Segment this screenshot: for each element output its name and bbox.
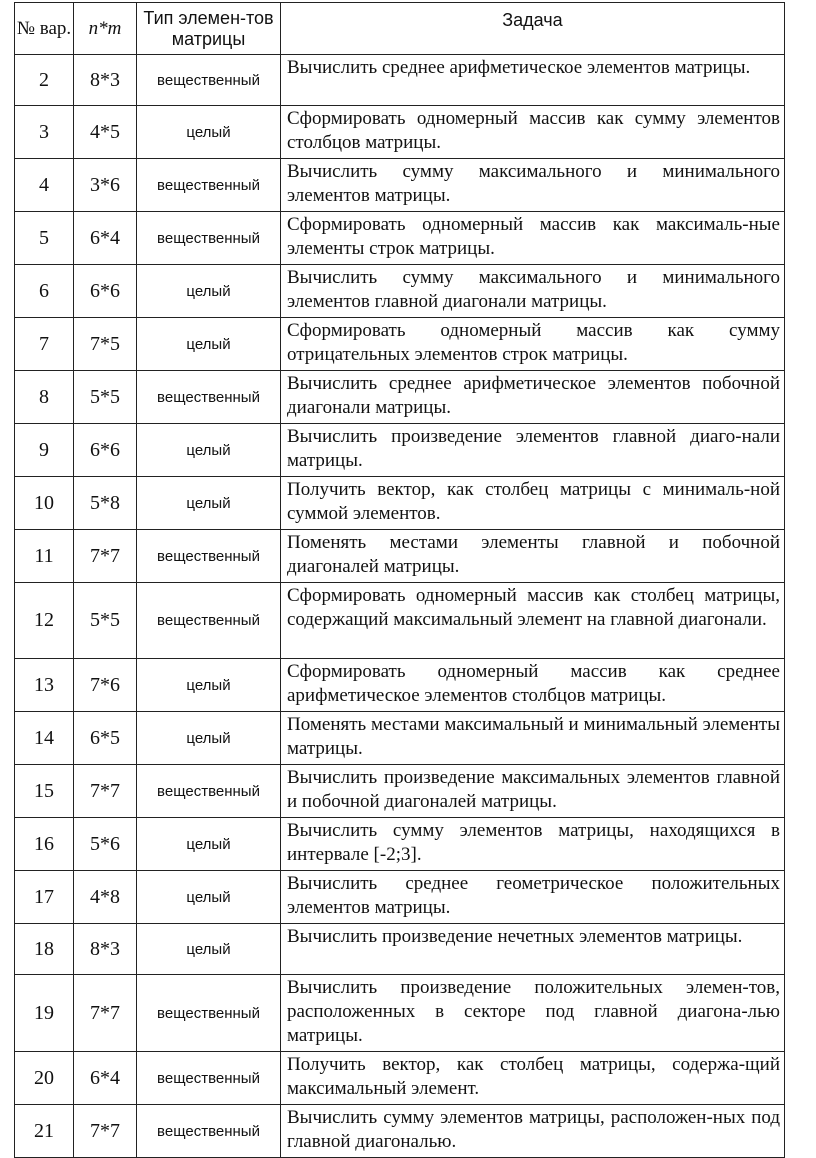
dimensions-cell: 7*7 [74, 765, 137, 818]
element-type-cell: целый [137, 871, 281, 924]
element-type-cell: вещественный [137, 1105, 281, 1158]
element-type-cell: вещественный [137, 212, 281, 265]
table-row [15, 55, 785, 106]
element-type-cell: вещественный [137, 55, 281, 106]
table-row [15, 371, 785, 424]
dimensions-cell: 6*5 [74, 712, 137, 765]
element-type-cell: целый [137, 712, 281, 765]
task-cell: Получить вектор, как столбец матрицы с минималь-ной суммой элементов. [281, 477, 785, 530]
task-cell: Вычислить среднее арифметическое элементов побочной диагонали матрицы. [281, 371, 785, 424]
dimensions-cell: 6*4 [74, 212, 137, 265]
task-cell: Вычислить произведение максимальных элементов главной и побочной диагоналей матрицы. [281, 765, 785, 818]
dimensions-cell: 5*6 [74, 818, 137, 871]
variant-number-cell: 16 [15, 818, 74, 871]
variant-number-cell: 15 [15, 765, 74, 818]
variant-number-cell: 20 [15, 1052, 74, 1105]
table-body [15, 55, 785, 1158]
variant-number-cell: 21 [15, 1105, 74, 1158]
dimensions-cell: 7*7 [74, 1105, 137, 1158]
element-type-cell: вещественный [137, 1052, 281, 1105]
element-type-cell: вещественный [137, 159, 281, 212]
element-type-cell: вещественный [137, 765, 281, 818]
variant-number-cell: 6 [15, 265, 74, 318]
variant-number-cell: 3 [15, 106, 74, 159]
dimensions-cell: 5*5 [74, 371, 137, 424]
variant-number-cell: 8 [15, 371, 74, 424]
variant-number-cell: 10 [15, 477, 74, 530]
task-cell: Поменять местами элементы главной и побочной диагоналей матрицы. [281, 530, 785, 583]
element-type-cell: целый [137, 924, 281, 975]
element-type-cell: вещественный [137, 371, 281, 424]
table-row [15, 765, 785, 818]
dimensions-cell: 7*6 [74, 659, 137, 712]
dimensions-cell: 3*6 [74, 159, 137, 212]
variant-number-cell: 5 [15, 212, 74, 265]
task-cell: Сформировать одномерный массив как сумму элементов столбцов матрицы. [281, 106, 785, 159]
dimensions-cell: 4*5 [74, 106, 137, 159]
variants-table [14, 2, 785, 1158]
dimensions-cell: 7*7 [74, 530, 137, 583]
task-cell: Вычислить сумму максимального и минимального элементов матрицы. [281, 159, 785, 212]
task-cell: Вычислить сумму максимального и минимального элементов главной диагонали матрицы. [281, 265, 785, 318]
variant-number-cell: 9 [15, 424, 74, 477]
table-row [15, 712, 785, 765]
task-cell: Поменять местами максимальный и минимальный элементы матрицы. [281, 712, 785, 765]
header-variant-number: № вар. [15, 3, 74, 55]
variant-number-cell: 2 [15, 55, 74, 106]
variant-number-cell: 12 [15, 583, 74, 659]
element-type-cell: вещественный [137, 975, 281, 1052]
dimensions-cell: 4*8 [74, 871, 137, 924]
variant-number-cell: 11 [15, 530, 74, 583]
element-type-cell: вещественный [137, 530, 281, 583]
variant-number-cell: 17 [15, 871, 74, 924]
element-type-cell: целый [137, 818, 281, 871]
task-cell: Сформировать одномерный массив как столбец матрицы, содержащий максимальный элемент на главной диагонали. [281, 583, 785, 659]
variant-number-cell: 19 [15, 975, 74, 1052]
dimensions-cell: 6*6 [74, 424, 137, 477]
task-cell: Получить вектор, как столбец матрицы, содержа-щий максимальный элемент. [281, 1052, 785, 1105]
dimensions-cell: 6*4 [74, 1052, 137, 1105]
table-row [15, 477, 785, 530]
dimensions-cell: 8*3 [74, 924, 137, 975]
variant-number-cell: 7 [15, 318, 74, 371]
task-cell: Сформировать одномерный массив как сумму отрицательных элементов строк матрицы. [281, 318, 785, 371]
header-dimensions: n*m [74, 3, 137, 55]
table-row [15, 975, 785, 1052]
element-type-cell: целый [137, 424, 281, 477]
dimensions-cell: 6*6 [74, 265, 137, 318]
dimensions-cell: 5*8 [74, 477, 137, 530]
task-cell: Вычислить среднее геометрическое положительных элементов матрицы. [281, 871, 785, 924]
variant-number-cell: 13 [15, 659, 74, 712]
table-row [15, 924, 785, 975]
element-type-cell: вещественный [137, 583, 281, 659]
table-row [15, 212, 785, 265]
table-row [15, 106, 785, 159]
table-row [15, 818, 785, 871]
task-cell: Сформировать одномерный массив как среднее арифметическое элементов столбцов матрицы. [281, 659, 785, 712]
task-cell: Вычислить произведение нечетных элементов матрицы. [281, 924, 785, 975]
document-page [14, 2, 784, 1158]
header-element-type: Тип элемен-тов матрицы [137, 3, 281, 55]
element-type-cell: целый [137, 659, 281, 712]
dimensions-cell: 8*3 [74, 55, 137, 106]
table-row [15, 1105, 785, 1158]
table-header-row [15, 3, 785, 55]
table-row [15, 1052, 785, 1105]
element-type-cell: целый [137, 477, 281, 530]
task-cell: Вычислить произведение положительных элемен-тов, расположенных в секторе под главной диагона-лью матрицы. [281, 975, 785, 1052]
element-type-cell: целый [137, 318, 281, 371]
task-cell: Вычислить среднее арифметическое элементов матрицы. [281, 55, 785, 106]
task-cell: Сформировать одномерный массив как максималь-ные элементы строк матрицы. [281, 212, 785, 265]
dimensions-cell: 5*5 [74, 583, 137, 659]
element-type-cell: целый [137, 265, 281, 318]
table-row [15, 159, 785, 212]
table-row [15, 659, 785, 712]
variant-number-cell: 18 [15, 924, 74, 975]
header-task: Задача [281, 3, 785, 55]
dimensions-cell: 7*5 [74, 318, 137, 371]
task-cell: Вычислить сумму элементов матрицы, расположен-ных под главной диагональю. [281, 1105, 785, 1158]
table-row [15, 583, 785, 659]
task-cell: Вычислить сумму элементов матрицы, находящихся в интервале [-2;3]. [281, 818, 785, 871]
element-type-cell: целый [137, 106, 281, 159]
table-row [15, 424, 785, 477]
variant-number-cell: 4 [15, 159, 74, 212]
variant-number-cell: 14 [15, 712, 74, 765]
table-row [15, 871, 785, 924]
table-row [15, 530, 785, 583]
table-row [15, 265, 785, 318]
dimensions-cell: 7*7 [74, 975, 137, 1052]
table-row [15, 318, 785, 371]
task-cell: Вычислить произведение элементов главной диаго-нали матрицы. [281, 424, 785, 477]
